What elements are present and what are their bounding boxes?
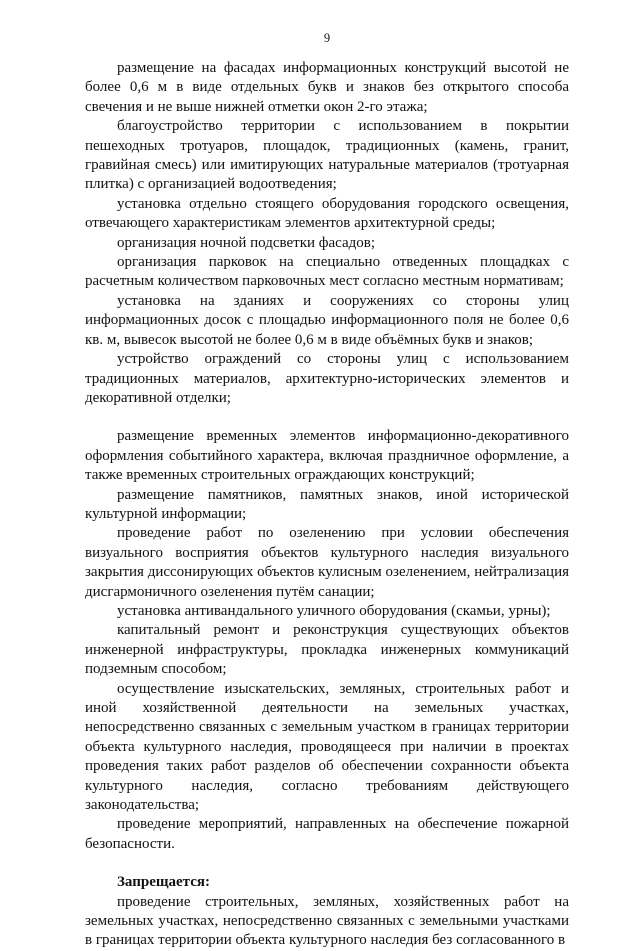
paragraph-monuments: размещение памятников, памятных знаков, иной исторической культурной информации; [85,486,569,522]
paragraph-survey-works: осуществление изыскательских, земляных, строительных работ и иной хозяйственной деятельности на земельных участках, непосредственно связанных с земельным участком в границах территории объекта культурного наследия, проводящееся при наличии в проектах проведения таких работ разделов об обеспечении сохранности объекта культурного наследия, согласно требованиям действующего законодательства; [85,680,569,814]
paragraph-street-furniture: установка антивандального уличного оборудования (скамьи, урны); [117,602,551,619]
paragraph-street-lighting: установка отдельно стоящего оборудования городского освещения, отвечающего характеристикам элементов архитектурной среды; [85,195,569,232]
paragraph-temporary-elements: размещение временных элементов информационно-декоративного оформления событийного характера, включая праздничное оформление, а также временных строительных ограждающих конструкций; [85,428,569,484]
paragraph-prohibited-works: проведение строительных, земляных, хозяйственных работ на земельных участках, непосредственно связанных с земельными участками в границах территории объекта культурного наследия без согласованного в [85,893,569,949]
document-body [85,59,569,951]
blank-line [85,408,569,427]
paragraph-parking: организация парковок на специально отведенных площадках с расчетным количеством парковочных мест согласно местным нормативам; [85,254,569,290]
page-number: 9 [323,31,331,45]
paragraph-fences: устройство ограждений со стороны улиц с использованием традиционных материалов, архитектурно-исторических элементов и декоративной отделки; [85,351,569,406]
paragraph-landscaping: благоустройство территории с использованием в покрытии пешеходных тротуаров, площадок, традиционных (камень, гранит, гравийная смесь) или имитирующих натуральные материалов (тротуарная плитка) с организацией водоотведения; [85,118,569,193]
paragraph-info-boards: установка на зданиях и сооружениях со стороны улиц информационных досок с площадью информационного поля не более 0,6 кв. м, вывесок высотой не более 0,6 м в виде объёмных букв и знаков; [85,292,569,348]
paragraph-facade-illumination: организация ночной подсветки фасадов; [117,234,376,251]
blank-line [85,854,569,873]
paragraph-facade-signage: размещение на фасадах информационных конструкций высотой не более 0,6 м в виде отдельных букв и знаков без открытого способа свечения и не выше нижней отметки окон 2-го этажа; [85,60,569,115]
paragraph-greening: проведение работ по озеленению при условии обеспечения визуального восприятия объектов культурного наследия визуального закрытия диссонирующих объектов кулисным озеленением, нейтрализация дисгармоничного озеленения путём санации; [85,525,569,600]
paragraph-infrastructure-repair: капитальный ремонт и реконструкция существующих объектов инженерной инфраструктуры, прокладка инженерных коммуникаций подземным способом; [85,622,569,678]
section-heading-prohibited: Запрещается: [117,874,211,891]
paragraph-fire-safety: проведение мероприятий, направленных на обеспечение пожарной безопасности. [85,816,569,852]
